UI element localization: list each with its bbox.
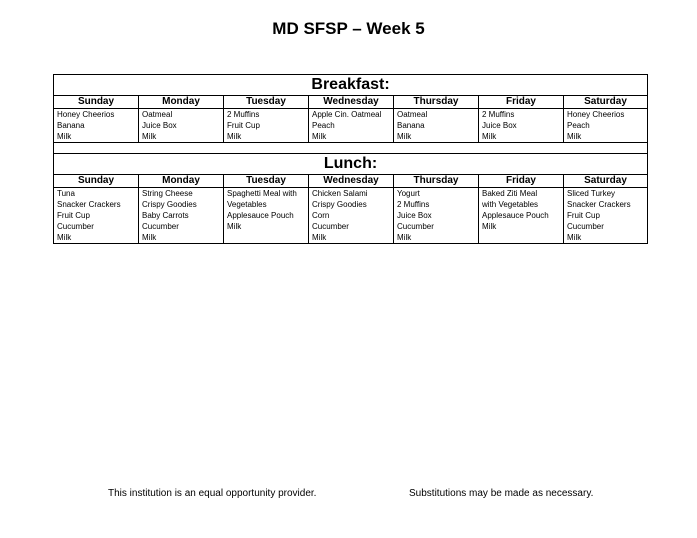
menu-item: Chicken Salami — [312, 189, 368, 198]
menu-item: Milk — [142, 233, 157, 242]
lunch-day-header-thursday: Thursday — [394, 175, 479, 188]
menu-item: Vegetables — [227, 200, 267, 209]
lunch-cell-sunday — [54, 188, 139, 244]
menu-item: Baby Carrots — [142, 211, 189, 220]
breakfast-day-header-thursday: Thursday — [394, 96, 479, 109]
menu-item: Crispy Goodies — [142, 200, 197, 209]
menu-item: Baked Ziti Meal — [482, 189, 538, 198]
breakfast-heading: Breakfast: — [54, 75, 648, 96]
breakfast-day-header-row — [54, 96, 648, 109]
lunch-cell-wednesday — [309, 188, 394, 244]
lunch-cell-friday — [479, 188, 564, 244]
menu-item: Peach — [312, 121, 335, 130]
menu-item: Honey Cheerios — [567, 110, 625, 119]
menu-item: with Vegetables — [482, 200, 539, 209]
lunch-day-header-wednesday: Wednesday — [309, 175, 394, 188]
menu-item: Milk — [142, 132, 157, 141]
breakfast-cell-saturday — [564, 109, 648, 143]
menu-item: Milk — [312, 233, 327, 242]
menu-item: Milk — [567, 132, 582, 141]
breakfast-items-row — [54, 109, 648, 143]
menu-item: Milk — [227, 132, 242, 141]
breakfast-cell-thursday — [394, 109, 479, 143]
breakfast-cell-wednesday — [309, 109, 394, 143]
equal-opportunity-statement: This institution is an equal opportunity provider. — [108, 488, 317, 499]
menu-item: Oatmeal — [142, 110, 173, 119]
menu-item: Milk — [482, 132, 497, 141]
breakfast-day-header-tuesday: Tuesday — [224, 96, 309, 109]
menu-item: Honey Cheerios — [57, 110, 115, 119]
lunch-cell-thursday — [394, 188, 479, 244]
menu-table — [53, 74, 648, 244]
substitutions-note: Substitutions may be made as necessary. — [409, 488, 594, 499]
menu-item: Snacker Crackers — [57, 200, 121, 209]
menu-item: Milk — [57, 132, 72, 141]
breakfast-day-header-monday: Monday — [139, 96, 224, 109]
lunch-heading: Lunch: — [54, 154, 648, 175]
menu-item: 2 Muffins — [227, 110, 260, 119]
lunch-cell-tuesday — [224, 188, 309, 244]
menu-item: Cucumber — [142, 222, 179, 231]
lunch-day-header-saturday: Saturday — [564, 175, 648, 188]
menu-item: Banana — [57, 121, 85, 130]
menu-item: Fruit Cup — [227, 121, 260, 130]
lunch-day-header-row — [54, 175, 648, 188]
menu-item: Peach — [567, 121, 590, 130]
menu-item: Applesauce Pouch — [227, 211, 294, 220]
menu-item: Milk — [482, 222, 497, 231]
menu-item: Fruit Cup — [567, 211, 600, 220]
breakfast-cell-friday — [479, 109, 564, 143]
lunch-day-header-monday: Monday — [139, 175, 224, 188]
menu-item: Juice Box — [397, 211, 432, 220]
breakfast-day-header-wednesday: Wednesday — [309, 96, 394, 109]
lunch-items-row — [54, 188, 648, 244]
menu-item: Fruit Cup — [57, 211, 90, 220]
menu-item: Sliced Turkey — [567, 189, 616, 198]
breakfast-day-header-sunday: Sunday — [54, 96, 139, 109]
section-spacer — [54, 143, 648, 154]
menu-item: Juice Box — [142, 121, 177, 130]
breakfast-day-header-saturday: Saturday — [564, 96, 648, 109]
lunch-day-header-friday: Friday — [479, 175, 564, 188]
menu-item: Applesauce Pouch — [482, 211, 549, 220]
lunch-cell-saturday — [564, 188, 648, 244]
breakfast-cell-sunday — [54, 109, 139, 143]
page-title: MD SFSP – Week 5 — [272, 19, 425, 38]
menu-item: Cucumber — [567, 222, 604, 231]
menu-item: Cucumber — [397, 222, 434, 231]
breakfast-day-header-friday: Friday — [479, 96, 564, 109]
menu-item: Cucumber — [312, 222, 349, 231]
menu-item: Milk — [397, 132, 412, 141]
menu-item: Crispy Goodies — [312, 200, 367, 209]
menu-item: Corn — [312, 211, 330, 220]
lunch-cell-monday — [139, 188, 224, 244]
menu-item: String Cheese — [142, 189, 193, 198]
menu-item: Yogurt — [397, 189, 420, 198]
breakfast-cell-tuesday — [224, 109, 309, 143]
menu-item: Milk — [57, 233, 72, 242]
menu-item: Milk — [567, 233, 582, 242]
breakfast-cell-monday — [139, 109, 224, 143]
menu-item: Oatmeal — [397, 110, 428, 119]
menu-item: Milk — [227, 222, 242, 231]
menu-item: Cucumber — [57, 222, 94, 231]
menu-item: Spaghetti Meal with — [227, 189, 297, 198]
menu-item: Apple Cin. Oatmeal — [312, 110, 382, 119]
menu-item: Milk — [397, 233, 412, 242]
menu-item: 2 Muffins — [397, 200, 430, 209]
menu-item: Tuna — [57, 189, 75, 198]
menu-item: Milk — [312, 132, 327, 141]
lunch-day-header-tuesday: Tuesday — [224, 175, 309, 188]
menu-item: Juice Box — [482, 121, 517, 130]
menu-item: Snacker Crackers — [567, 200, 631, 209]
lunch-day-header-sunday: Sunday — [54, 175, 139, 188]
menu-item: 2 Muffins — [482, 110, 515, 119]
menu-item: Banana — [397, 121, 425, 130]
